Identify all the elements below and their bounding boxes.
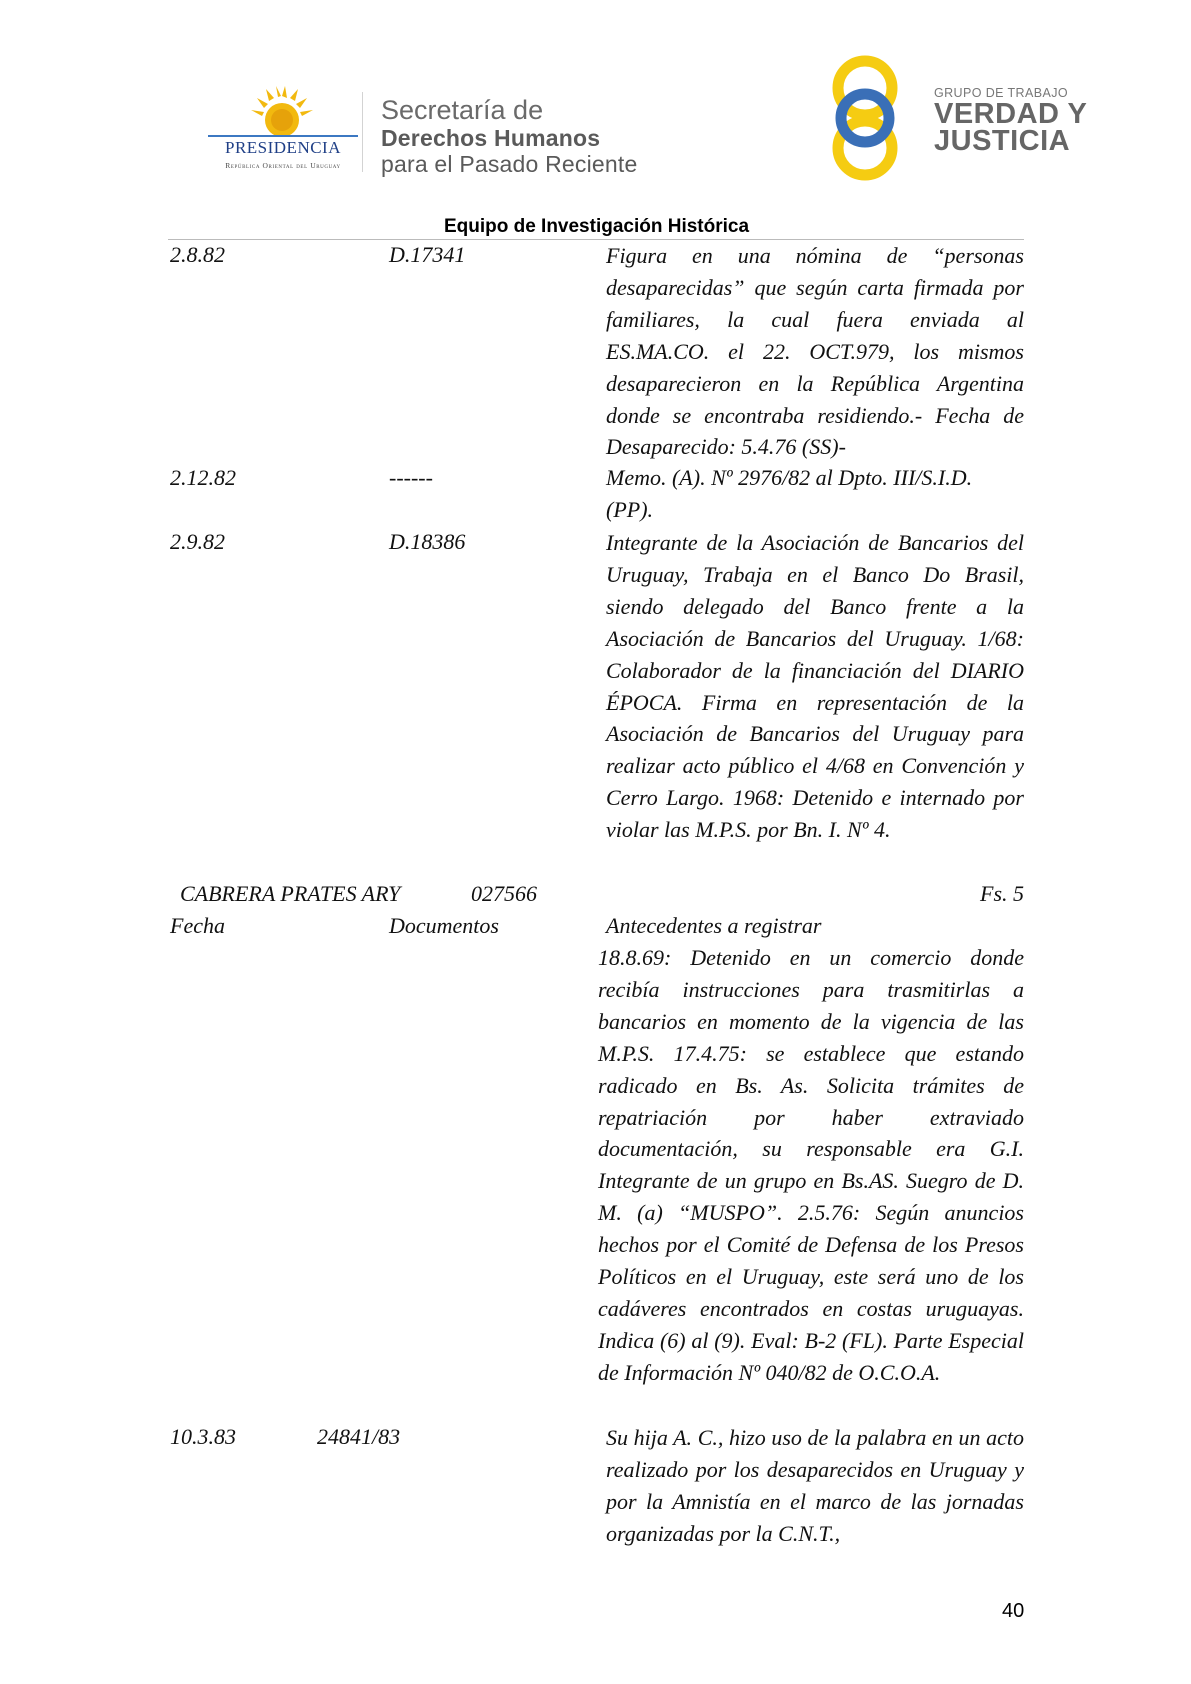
secretaria-line-1: Secretaría de (381, 95, 544, 125)
entry-text-body: Su hija A. C., hizo uso de la palabra en un acto realizado por los desaparecidos en Uruguay y por la Amnistía en el marco de las jornadas organizadas por la C.N.T., (606, 1425, 1024, 1546)
secretaria-logo-text (381, 96, 638, 177)
team-heading: Equipo de Investigación Histórica (443, 216, 750, 237)
continuation-text: 18.8.69: Detenido en un comercio donde recibía instrucciones para trasmitirlas a bancarios en momento de la vigencia de las M.P.S. 17.4.75: se establece que estando radicado en Bs. As. Solicita trámites de repatriación por haber extraviado documentación, su responsable era G.I. Integrante de un grupo en Bs.AS. Suegro de D. M. (a) “MUSPO”. 2.5.76: Según anuncios hechos por el Comité de Defensa de los Presos Políticos en el Uruguay, este será uno de los cadáveres encontrados en costas uruguayas. Indica (6) al (9). Eval: B-2 (FL). Parte Especial de Información Nº 040/82 de O.C.O.A. (598, 945, 1024, 1385)
vj-line-3: JUSTICIA (934, 125, 1071, 157)
entry-text-cont: (PP). (606, 497, 654, 522)
entry-text-body: Figura en una nómina de “personas desaparecidas” que según carta firmada por familiares, la cual fuera enviada al ES.MA.CO. el 22. OCT.979, los mismos desaparecieron en la República Argentina donde se encontraba residiendo.- Fecha de Desaparecido: 5.4.76 (SS)- (606, 243, 1024, 460)
presidencia-subtitle: República Oriental del Uruguay (225, 161, 341, 170)
page-number: 40 (1002, 1600, 1025, 1622)
entry-document: 24841/83 (317, 1424, 401, 1449)
entry-date: 10.3.83 (170, 1424, 236, 1449)
folio-number: Fs. 5 (980, 881, 1024, 906)
presidencia-rule (208, 135, 358, 137)
record-name: CABRERA PRATES ARY (180, 881, 401, 906)
entry-document: D.18386 (389, 529, 466, 554)
entry-text (598, 1422, 1024, 1550)
record-number: 027566 (471, 881, 537, 906)
presidencia-logo (208, 86, 358, 178)
secretaria-line-3: para el Pasado Reciente (381, 151, 638, 177)
entry-text-body: Integrante de la Asociación de Bancarios del Uruguay, Trabaja en el Banco Do Brasil, siendo delegado del Banco frente a la Asociación de Bancarios del Uruguay. 1/68: Colaborador de la financiación del DIARIO ÉPOCA. Firma en representación de la Asociación de Bancarios del Uruguay para realizar acto público el 4/68 en Convención y Cerro Largo. 1968: Detenido e internado por violar las M.P.S. por Bn. I. Nº 4. (606, 530, 1024, 843)
entry-text (598, 240, 1024, 463)
verdad-justicia-text (934, 86, 1087, 155)
column-header-antecedents: Antecedentes a registrar (606, 913, 822, 938)
entry-text (598, 527, 1024, 846)
entry-date: 2.8.82 (170, 242, 225, 267)
entry-date: 2.9.82 (170, 529, 225, 554)
verdad-justicia-rings-icon (823, 54, 923, 182)
entry-document: ------ (389, 465, 433, 490)
column-header-date: Fecha (170, 913, 225, 938)
vj-line-1: GRUPO DE TRABAJO (934, 86, 1068, 100)
column-header-documents: Documentos (389, 913, 499, 938)
secretaria-line-2: Derechos Humanos (381, 125, 601, 151)
vj-line-2: VERDAD Y (934, 98, 1088, 130)
entry-document: D.17341 (389, 242, 466, 267)
entry-date: 2.12.82 (170, 465, 236, 490)
entry-text: Memo. (A). Nº 2976/82 al Dpto. III/S.I.D. (606, 465, 973, 490)
presidencia-name: PRESIDENCIA (224, 138, 341, 157)
logo-separator (362, 92, 363, 172)
